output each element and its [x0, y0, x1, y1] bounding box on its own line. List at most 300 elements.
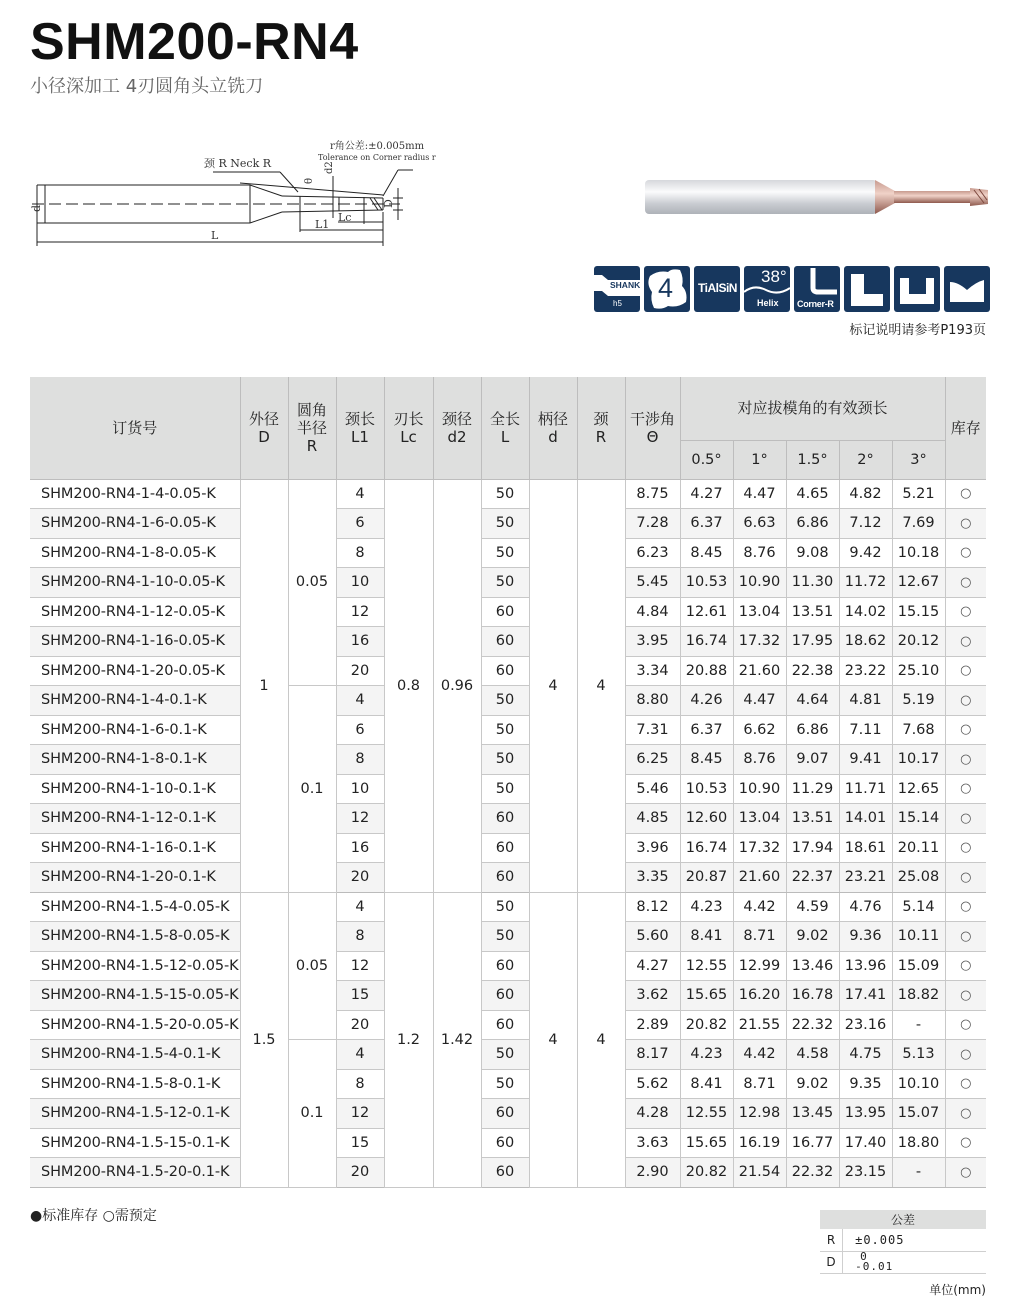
effective-length-1: 4.42: [733, 1040, 786, 1070]
effective-length-1: 16.19: [733, 1128, 786, 1158]
stock-status: ○: [945, 833, 986, 863]
header-D: 外径 D: [240, 377, 288, 479]
effective-length-1: 6.62: [733, 715, 786, 745]
effective-length-2: 9.02: [786, 1069, 839, 1099]
interference-angle: 8.80: [625, 686, 680, 716]
header-angle-1-5: 1.5°: [786, 440, 839, 479]
effective-length-0: 12.61: [680, 597, 733, 627]
table-row: [30, 627, 986, 657]
stock-status: ○: [945, 686, 986, 716]
effective-length-3: 14.01: [839, 804, 892, 834]
overall-length-L: 60: [481, 833, 529, 863]
order-number: SHM200-RN4-1.5-20-0.1-K: [30, 1158, 240, 1188]
neck-length-L1: 20: [336, 1158, 384, 1188]
table-row: [30, 1128, 986, 1158]
table-row: [30, 597, 986, 627]
order-number: SHM200-RN4-1-6-0.1-K: [30, 715, 240, 745]
effective-length-4: 15.09: [892, 951, 945, 981]
order-number: SHM200-RN4-1-10-0.1-K: [30, 774, 240, 804]
stock-status: ○: [945, 1010, 986, 1040]
header-L: 全长 L: [481, 377, 529, 479]
overall-length-L: 50: [481, 568, 529, 598]
stock-status: ○: [945, 1040, 986, 1070]
tolerance-title: 公差: [820, 1210, 986, 1229]
header-angle-0-5: 0.5°: [680, 440, 733, 479]
stock-status: ○: [945, 863, 986, 893]
effective-length-4: 15.07: [892, 1099, 945, 1129]
page-subtitle: 小径深加工 4刃圆角头立铣刀: [30, 76, 264, 97]
effective-length-2: 4.59: [786, 892, 839, 922]
neck-R: 4: [577, 892, 625, 1187]
effective-length-3: 23.21: [839, 863, 892, 893]
interference-angle: 5.45: [625, 568, 680, 598]
effective-length-0: 6.37: [680, 715, 733, 745]
order-number: SHM200-RN4-1-20-0.05-K: [30, 656, 240, 686]
effective-length-0: 8.41: [680, 1069, 733, 1099]
effective-length-1: 17.32: [733, 833, 786, 863]
stock-status: ○: [945, 981, 986, 1011]
effective-length-2: 13.51: [786, 597, 839, 627]
effective-length-2: 22.32: [786, 1010, 839, 1040]
overall-length-L: 60: [481, 656, 529, 686]
effective-length-4: 18.80: [892, 1128, 945, 1158]
effective-length-3: 7.11: [839, 715, 892, 745]
overall-length-L: 50: [481, 479, 529, 509]
table-row: [30, 568, 986, 598]
table-row: [30, 1040, 986, 1070]
effective-length-3: 18.62: [839, 627, 892, 657]
interference-angle: 6.23: [625, 538, 680, 568]
profiling-icon: [944, 266, 990, 312]
effective-length-0: 4.27: [680, 479, 733, 509]
effective-length-3: 9.36: [839, 922, 892, 952]
table-row: [30, 745, 986, 775]
table-row: [30, 892, 986, 922]
corner-tolerance-cn: r角公差:±0.005mm: [330, 141, 425, 152]
effective-length-2: 22.37: [786, 863, 839, 893]
svg-text:Lc: Lc: [338, 211, 352, 224]
effective-length-4: 15.14: [892, 804, 945, 834]
overall-length-L: 60: [481, 863, 529, 893]
order-required-symbol: ○: [102, 1208, 115, 1224]
shank-diameter-d: 4: [529, 892, 577, 1187]
order-number: SHM200-RN4-1.5-8-0.1-K: [30, 1069, 240, 1099]
interference-angle: 6.25: [625, 745, 680, 775]
overall-length-L: 60: [481, 951, 529, 981]
overall-length-L: 60: [481, 1099, 529, 1129]
unit-label: 单位(mm): [929, 1283, 986, 1297]
effective-length-1: 21.60: [733, 863, 786, 893]
effective-length-4: 25.08: [892, 863, 945, 893]
overall-length-L: 50: [481, 892, 529, 922]
stock-status: ○: [945, 568, 986, 598]
feature-icon-row: [594, 266, 990, 312]
neck-length-L1: 15: [336, 981, 384, 1011]
slotting-icon: [894, 266, 940, 312]
neck-r-label: 颈 R Neck R: [204, 157, 272, 170]
effective-length-3: 17.41: [839, 981, 892, 1011]
order-number: SHM200-RN4-1.5-4-0.1-K: [30, 1040, 240, 1070]
neck-R: 4: [577, 479, 625, 892]
tolerance-R-value: ±0.005: [843, 1229, 986, 1251]
svg-text:L: L: [211, 229, 219, 242]
neck-length-L1: 12: [336, 597, 384, 627]
effective-length-0: 8.45: [680, 538, 733, 568]
effective-length-2: 11.30: [786, 568, 839, 598]
effective-length-3: 23.22: [839, 656, 892, 686]
header-effective-neck-length: 对应拔模角的有效颈长: [680, 377, 945, 440]
order-number: SHM200-RN4-1-16-0.1-K: [30, 833, 240, 863]
order-number: SHM200-RN4-1-12-0.1-K: [30, 804, 240, 834]
standard-stock-label: 标准库存: [42, 1208, 99, 1224]
effective-length-1: 8.71: [733, 1069, 786, 1099]
effective-length-2: 9.02: [786, 922, 839, 952]
interference-angle: 8.75: [625, 479, 680, 509]
table-row: [30, 922, 986, 952]
header-R: 圆角 半径 R: [288, 377, 336, 479]
tolerance-D-value: 0 -0.01: [843, 1251, 986, 1273]
effective-length-2: 9.08: [786, 538, 839, 568]
table-row: [30, 1099, 986, 1129]
header-Lc: 刃长 Lc: [384, 377, 433, 479]
overall-length-L: 50: [481, 774, 529, 804]
effective-length-3: 4.81: [839, 686, 892, 716]
order-number: SHM200-RN4-1.5-20-0.05-K: [30, 1010, 240, 1040]
interference-angle: 7.31: [625, 715, 680, 745]
effective-length-0: 16.74: [680, 627, 733, 657]
effective-length-0: 16.74: [680, 833, 733, 863]
table-row: [30, 715, 986, 745]
neck-length-L1: 16: [336, 833, 384, 863]
overall-length-L: 50: [481, 1069, 529, 1099]
effective-length-3: 4.75: [839, 1040, 892, 1070]
effective-length-4: 20.12: [892, 627, 945, 657]
overall-length-L: 50: [481, 509, 529, 539]
effective-length-2: 22.38: [786, 656, 839, 686]
table-row: [30, 1158, 986, 1188]
order-number: SHM200-RN4-1.5-12-0.1-K: [30, 1099, 240, 1129]
effective-length-4: -: [892, 1010, 945, 1040]
stock-status: ○: [945, 715, 986, 745]
order-number: SHM200-RN4-1.5-8-0.05-K: [30, 922, 240, 952]
effective-length-0: 4.23: [680, 1040, 733, 1070]
stock-status: ○: [945, 1099, 986, 1129]
order-number: SHM200-RN4-1.5-12-0.05-K: [30, 951, 240, 981]
neck-length-L1: 4: [336, 892, 384, 922]
effective-length-2: 6.86: [786, 715, 839, 745]
interference-angle: 3.95: [625, 627, 680, 657]
order-number: SHM200-RN4-1-8-0.1-K: [30, 745, 240, 775]
standard-stock-symbol: ●: [30, 1208, 43, 1224]
spec-table: [30, 377, 986, 1188]
effective-length-1: 13.04: [733, 804, 786, 834]
effective-length-0: 20.87: [680, 863, 733, 893]
interference-angle: 5.60: [625, 922, 680, 952]
helix-38-icon: 38° Helix: [744, 266, 790, 312]
overall-length-L: 50: [481, 538, 529, 568]
neck-length-L1: 10: [336, 568, 384, 598]
effective-length-3: 13.96: [839, 951, 892, 981]
effective-length-4: 25.10: [892, 656, 945, 686]
svg-text:D: D: [382, 199, 395, 208]
stock-status: ○: [945, 1158, 986, 1188]
effective-length-3: 9.35: [839, 1069, 892, 1099]
neck-length-L1: 4: [336, 686, 384, 716]
effective-length-0: 12.55: [680, 1099, 733, 1129]
order-number: SHM200-RN4-1.5-15-0.1-K: [30, 1128, 240, 1158]
neck-length-L1: 4: [336, 1040, 384, 1070]
spec-table-body: [30, 479, 986, 1187]
header-L1: 颈长 L1: [336, 377, 384, 479]
overall-length-L: 60: [481, 627, 529, 657]
effective-length-1: 21.54: [733, 1158, 786, 1188]
effective-length-0: 4.26: [680, 686, 733, 716]
label-d: d: [30, 204, 43, 212]
overall-length-L: 60: [481, 981, 529, 1011]
effective-length-3: 4.76: [839, 892, 892, 922]
end-mill-photo: [640, 172, 990, 222]
table-row: [30, 951, 986, 981]
table-row: [30, 1010, 986, 1040]
effective-length-2: 4.58: [786, 1040, 839, 1070]
effective-length-3: 23.16: [839, 1010, 892, 1040]
effective-length-3: 23.15: [839, 1158, 892, 1188]
effective-length-0: 12.60: [680, 804, 733, 834]
interference-angle: 4.28: [625, 1099, 680, 1129]
effective-length-2: 13.46: [786, 951, 839, 981]
effective-length-2: 4.64: [786, 686, 839, 716]
stock-status: ○: [945, 656, 986, 686]
effective-length-2: 16.77: [786, 1128, 839, 1158]
effective-length-4: 10.18: [892, 538, 945, 568]
neck-length-L1: 12: [336, 951, 384, 981]
overall-length-L: 50: [481, 686, 529, 716]
interference-angle: 7.28: [625, 509, 680, 539]
neck-length-L1: 20: [336, 1010, 384, 1040]
four-flute-icon: 4: [644, 266, 690, 312]
stock-status: ○: [945, 509, 986, 539]
neck-length-L1: 12: [336, 804, 384, 834]
effective-length-2: 9.07: [786, 745, 839, 775]
order-number: SHM200-RN4-1-20-0.1-K: [30, 863, 240, 893]
corner-tolerance-en: Tolerance on Corner radius r: [318, 153, 436, 162]
table-row: [30, 981, 986, 1011]
effective-length-4: 18.82: [892, 981, 945, 1011]
header-d2: 颈径 d2: [433, 377, 481, 479]
effective-length-1: 17.32: [733, 627, 786, 657]
effective-length-2: 17.95: [786, 627, 839, 657]
interference-angle: 4.85: [625, 804, 680, 834]
effective-length-0: 15.65: [680, 981, 733, 1011]
shank-h5-icon: SHANK h5: [594, 266, 640, 312]
neck-length-L1: 12: [336, 1099, 384, 1129]
cutting-length-Lc: 1.2: [384, 892, 433, 1187]
effective-length-3: 11.72: [839, 568, 892, 598]
tolerance-D-name: D: [820, 1251, 843, 1273]
effective-length-1: 4.47: [733, 479, 786, 509]
effective-length-4: 12.65: [892, 774, 945, 804]
effective-length-1: 4.42: [733, 892, 786, 922]
effective-length-1: 16.20: [733, 981, 786, 1011]
effective-length-2: 13.45: [786, 1099, 839, 1129]
stock-status: ○: [945, 951, 986, 981]
order-number: SHM200-RN4-1-8-0.05-K: [30, 538, 240, 568]
effective-length-0: 6.37: [680, 509, 733, 539]
header-angle-3: 3°: [892, 440, 945, 479]
table-row: [30, 686, 986, 716]
interference-angle: 3.63: [625, 1128, 680, 1158]
neck-length-L1: 8: [336, 1069, 384, 1099]
effective-length-0: 20.88: [680, 656, 733, 686]
effective-length-4: 7.69: [892, 509, 945, 539]
order-number: SHM200-RN4-1-4-0.1-K: [30, 686, 240, 716]
table-row: [30, 833, 986, 863]
effective-length-4: 15.15: [892, 597, 945, 627]
table-row: [30, 863, 986, 893]
effective-length-4: 10.11: [892, 922, 945, 952]
interference-angle: 4.84: [625, 597, 680, 627]
effective-length-4: 12.67: [892, 568, 945, 598]
neck-length-L1: 20: [336, 863, 384, 893]
effective-length-1: 12.98: [733, 1099, 786, 1129]
effective-length-1: 21.55: [733, 1010, 786, 1040]
overall-length-L: 60: [481, 1010, 529, 1040]
effective-length-0: 8.41: [680, 922, 733, 952]
cutting-length-Lc: 0.8: [384, 479, 433, 892]
overall-length-L: 60: [481, 1128, 529, 1158]
neck-length-L1: 8: [336, 538, 384, 568]
order-number: SHM200-RN4-1.5-15-0.05-K: [30, 981, 240, 1011]
interference-angle: 8.12: [625, 892, 680, 922]
stock-status: ○: [945, 922, 986, 952]
effective-length-2: 4.65: [786, 479, 839, 509]
stock-status: ○: [945, 774, 986, 804]
effective-length-1: 13.04: [733, 597, 786, 627]
outer-diameter-D: 1: [240, 479, 288, 892]
order-number: SHM200-RN4-1-10-0.05-K: [30, 568, 240, 598]
tolerance-table: [820, 1210, 986, 1274]
effective-length-2: 6.86: [786, 509, 839, 539]
header-angle-1: 1°: [733, 440, 786, 479]
stock-status: ○: [945, 627, 986, 657]
header-theta: 干涉角 Θ: [625, 377, 680, 479]
effective-length-0: 20.82: [680, 1010, 733, 1040]
effective-length-3: 13.95: [839, 1099, 892, 1129]
interference-angle: 3.62: [625, 981, 680, 1011]
stock-legend: [30, 1205, 157, 1225]
effective-length-3: 17.40: [839, 1128, 892, 1158]
effective-length-2: 17.94: [786, 833, 839, 863]
svg-text:d2: d2: [324, 161, 335, 174]
neck-length-L1: 20: [336, 656, 384, 686]
order-number: SHM200-RN4-1-6-0.05-K: [30, 509, 240, 539]
overall-length-L: 50: [481, 922, 529, 952]
effective-length-1: 10.90: [733, 568, 786, 598]
interference-angle: 3.96: [625, 833, 680, 863]
overall-length-L: 50: [481, 1040, 529, 1070]
overall-length-L: 60: [481, 597, 529, 627]
effective-length-2: 11.29: [786, 774, 839, 804]
interference-angle: 3.34: [625, 656, 680, 686]
stock-status: ○: [945, 892, 986, 922]
effective-length-1: 4.47: [733, 686, 786, 716]
effective-length-3: 7.12: [839, 509, 892, 539]
dimension-diagram: [28, 136, 468, 246]
header-order-no: 订货号: [30, 377, 240, 479]
stock-status: ○: [945, 1069, 986, 1099]
header-stock: 库存: [945, 377, 986, 479]
stock-status: ○: [945, 538, 986, 568]
effective-length-3: 9.41: [839, 745, 892, 775]
effective-length-2: 22.32: [786, 1158, 839, 1188]
effective-length-1: 21.60: [733, 656, 786, 686]
effective-length-3: 9.42: [839, 538, 892, 568]
effective-length-2: 16.78: [786, 981, 839, 1011]
tolerance-R-name: R: [820, 1229, 843, 1251]
interference-angle: 2.90: [625, 1158, 680, 1188]
effective-length-1: 12.99: [733, 951, 786, 981]
neck-diameter-d2: 0.96: [433, 479, 481, 892]
interference-angle: 3.35: [625, 863, 680, 893]
neck-length-L1: 10: [336, 774, 384, 804]
order-required-label: 需预定: [114, 1208, 157, 1224]
neck-length-L1: 16: [336, 627, 384, 657]
effective-length-4: 5.21: [892, 479, 945, 509]
interference-angle: 5.62: [625, 1069, 680, 1099]
effective-length-1: 10.90: [733, 774, 786, 804]
effective-length-2: 13.51: [786, 804, 839, 834]
overall-length-L: 50: [481, 745, 529, 775]
header-d: 柄径 d: [529, 377, 577, 479]
stock-status: ○: [945, 804, 986, 834]
stock-status: ○: [945, 597, 986, 627]
table-row: [30, 479, 986, 509]
effective-length-0: 10.53: [680, 774, 733, 804]
effective-length-1: 8.71: [733, 922, 786, 952]
neck-diameter-d2: 1.42: [433, 892, 481, 1187]
order-number: SHM200-RN4-1-16-0.05-K: [30, 627, 240, 657]
neck-length-L1: 4: [336, 479, 384, 509]
effective-length-4: 10.10: [892, 1069, 945, 1099]
effective-length-0: 8.45: [680, 745, 733, 775]
svg-text:L1: L1: [315, 218, 330, 231]
overall-length-L: 60: [481, 1158, 529, 1188]
overall-length-L: 50: [481, 715, 529, 745]
table-row: [30, 656, 986, 686]
neck-length-L1: 6: [336, 715, 384, 745]
order-number: SHM200-RN4-1-12-0.05-K: [30, 597, 240, 627]
effective-length-4: 5.19: [892, 686, 945, 716]
effective-length-4: 5.14: [892, 892, 945, 922]
effective-length-1: 6.63: [733, 509, 786, 539]
order-number: SHM200-RN4-1.5-4-0.05-K: [30, 892, 240, 922]
table-row: [30, 509, 986, 539]
neck-length-L1: 8: [336, 745, 384, 775]
effective-length-4: 10.17: [892, 745, 945, 775]
side-milling-icon: [844, 266, 890, 312]
interference-angle: 8.17: [625, 1040, 680, 1070]
stock-status: ○: [945, 479, 986, 509]
table-row: [30, 1069, 986, 1099]
corner-radius-R: 0.05: [288, 892, 336, 1040]
corner-radius-icon: Corner-R: [794, 266, 840, 312]
table-row: [30, 538, 986, 568]
page-title: SHM200-RN4: [30, 13, 359, 71]
interference-angle: 5.46: [625, 774, 680, 804]
effective-length-0: 4.23: [680, 892, 733, 922]
effective-length-0: 15.65: [680, 1128, 733, 1158]
interference-angle: 4.27: [625, 951, 680, 981]
